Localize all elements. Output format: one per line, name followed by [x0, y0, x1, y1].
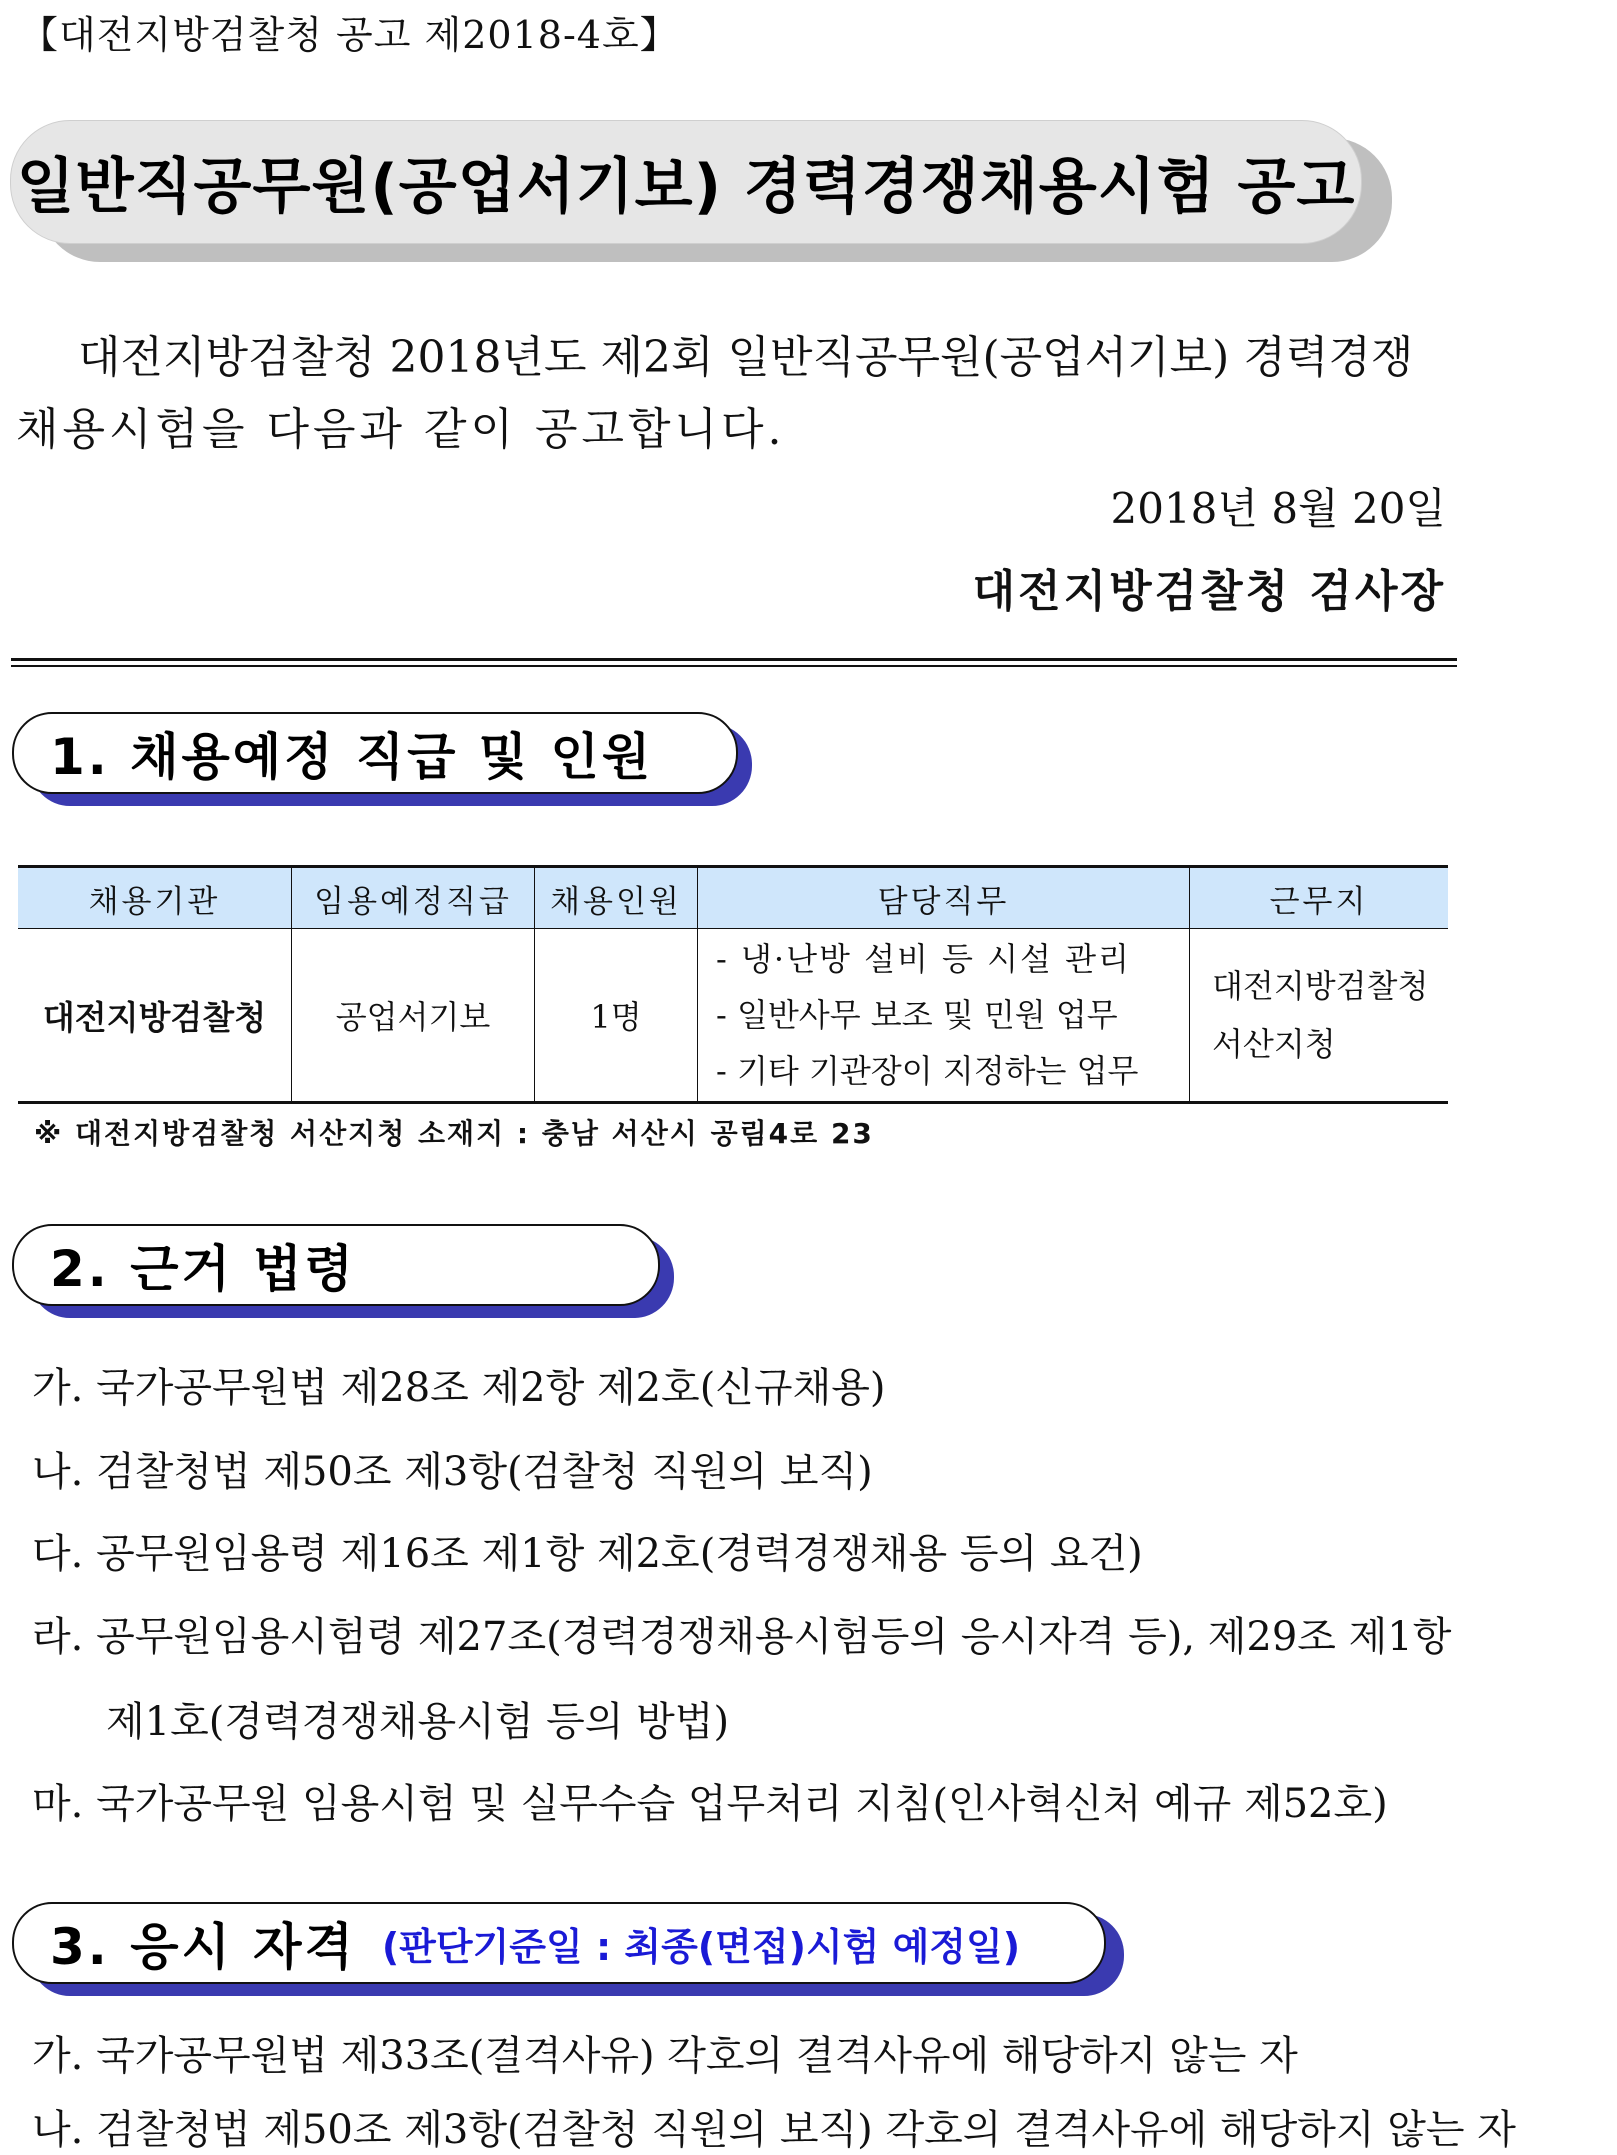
- document-title: 일반직공무원(공업서기보) 경력경쟁채용시험 공고: [16, 152, 1356, 222]
- law-item: 라. 공무원임용시험령 제27조(경력경쟁채용시험등의 응시자격 등), 제29조 제1항: [32, 1614, 1452, 1660]
- place-line-1: 대전지방검찰청: [1212, 967, 1429, 1005]
- divider-line: [11, 665, 1457, 667]
- place-line-2: 서산지청: [1212, 1025, 1336, 1063]
- section-2-heading: [12, 1224, 660, 1306]
- section-1-title: 1. 채용예정 직급 및 인원: [50, 728, 654, 786]
- cell-place: [1190, 929, 1449, 1103]
- location-note: ※ 대전지방검찰청 서산지청 소재지 : 충남 서산시 공림4로 23: [34, 1117, 874, 1150]
- law-item: 다. 공무원임용령 제16조 제1항 제2호(경력경쟁채용 등의 요건): [32, 1531, 1143, 1577]
- hiring-table: [18, 865, 1448, 1104]
- law-item-continued: 제1호(경력경쟁채용시험 등의 방법): [106, 1699, 730, 1745]
- table-row: [18, 929, 1448, 1103]
- law-item: 나. 검찰청법 제50조 제3항(검찰청 직원의 보직): [32, 1449, 873, 1495]
- eligibility-item: 가. 국가공무원법 제33조(결격사유) 각호의 결격사유에 해당하지 않는 자: [32, 2033, 1298, 2079]
- notice-number: 【대전지방검찰청 공고 제2018-4호】: [20, 13, 679, 57]
- cell-grade: 공업서기보: [292, 929, 535, 1103]
- duty-item: - 냉·난방 설비 등 시설 관리: [716, 940, 1131, 978]
- section-2-title: 2. 근거 법령: [50, 1240, 356, 1298]
- col-header-grade: 임용예정직급: [292, 867, 535, 929]
- title-banner: [10, 120, 1362, 244]
- section-3-subtitle: (판단기준일 : 최종(면접)시험 예정일): [381, 1924, 1021, 1969]
- table-header-row: [18, 867, 1448, 929]
- cell-org: 대전지방검찰청: [18, 929, 292, 1103]
- issuing-office: 대전지방검찰청 검사장: [972, 566, 1446, 617]
- cell-duties: [698, 929, 1190, 1103]
- col-header-place: 근무지: [1190, 867, 1449, 929]
- law-item: 마. 국가공무원 임용시험 및 실무수습 업무처리 지침(인사혁신처 예규 제52호): [32, 1781, 1388, 1827]
- col-header-count: 채용인원: [535, 867, 698, 929]
- duty-item: - 기타 기관장이 지정하는 업무: [716, 1052, 1139, 1090]
- section-3-heading: [12, 1902, 1106, 1984]
- col-header-duty: 담당직무: [698, 867, 1190, 929]
- section-3-title: 3. 응시 자격: [50, 1918, 356, 1976]
- cell-count: 1명: [535, 929, 698, 1103]
- duty-item: - 일반사무 보조 및 민원 업무: [716, 996, 1118, 1034]
- intro-line-2: 채용시험을 다음과 같이 공고합니다.: [16, 404, 786, 455]
- intro-line-1: 대전지방검찰청 2018년도 제2회 일반직공무원(공업서기보) 경력경쟁: [78, 332, 1414, 383]
- notice-date: 2018년 8월 20일: [1110, 484, 1446, 533]
- eligibility-item: 나. 검찰청법 제50조 제3항(검찰청 직원의 보직) 각호의 결격사유에 해당하지 않는 자: [32, 2107, 1516, 2153]
- intro-paragraph: [16, 322, 1446, 466]
- law-item: 가. 국가공무원법 제28조 제2항 제2호(신규채용): [32, 1365, 886, 1411]
- divider-line: [11, 658, 1457, 661]
- col-header-org: 채용기관: [18, 867, 292, 929]
- section-1-heading: [12, 712, 738, 794]
